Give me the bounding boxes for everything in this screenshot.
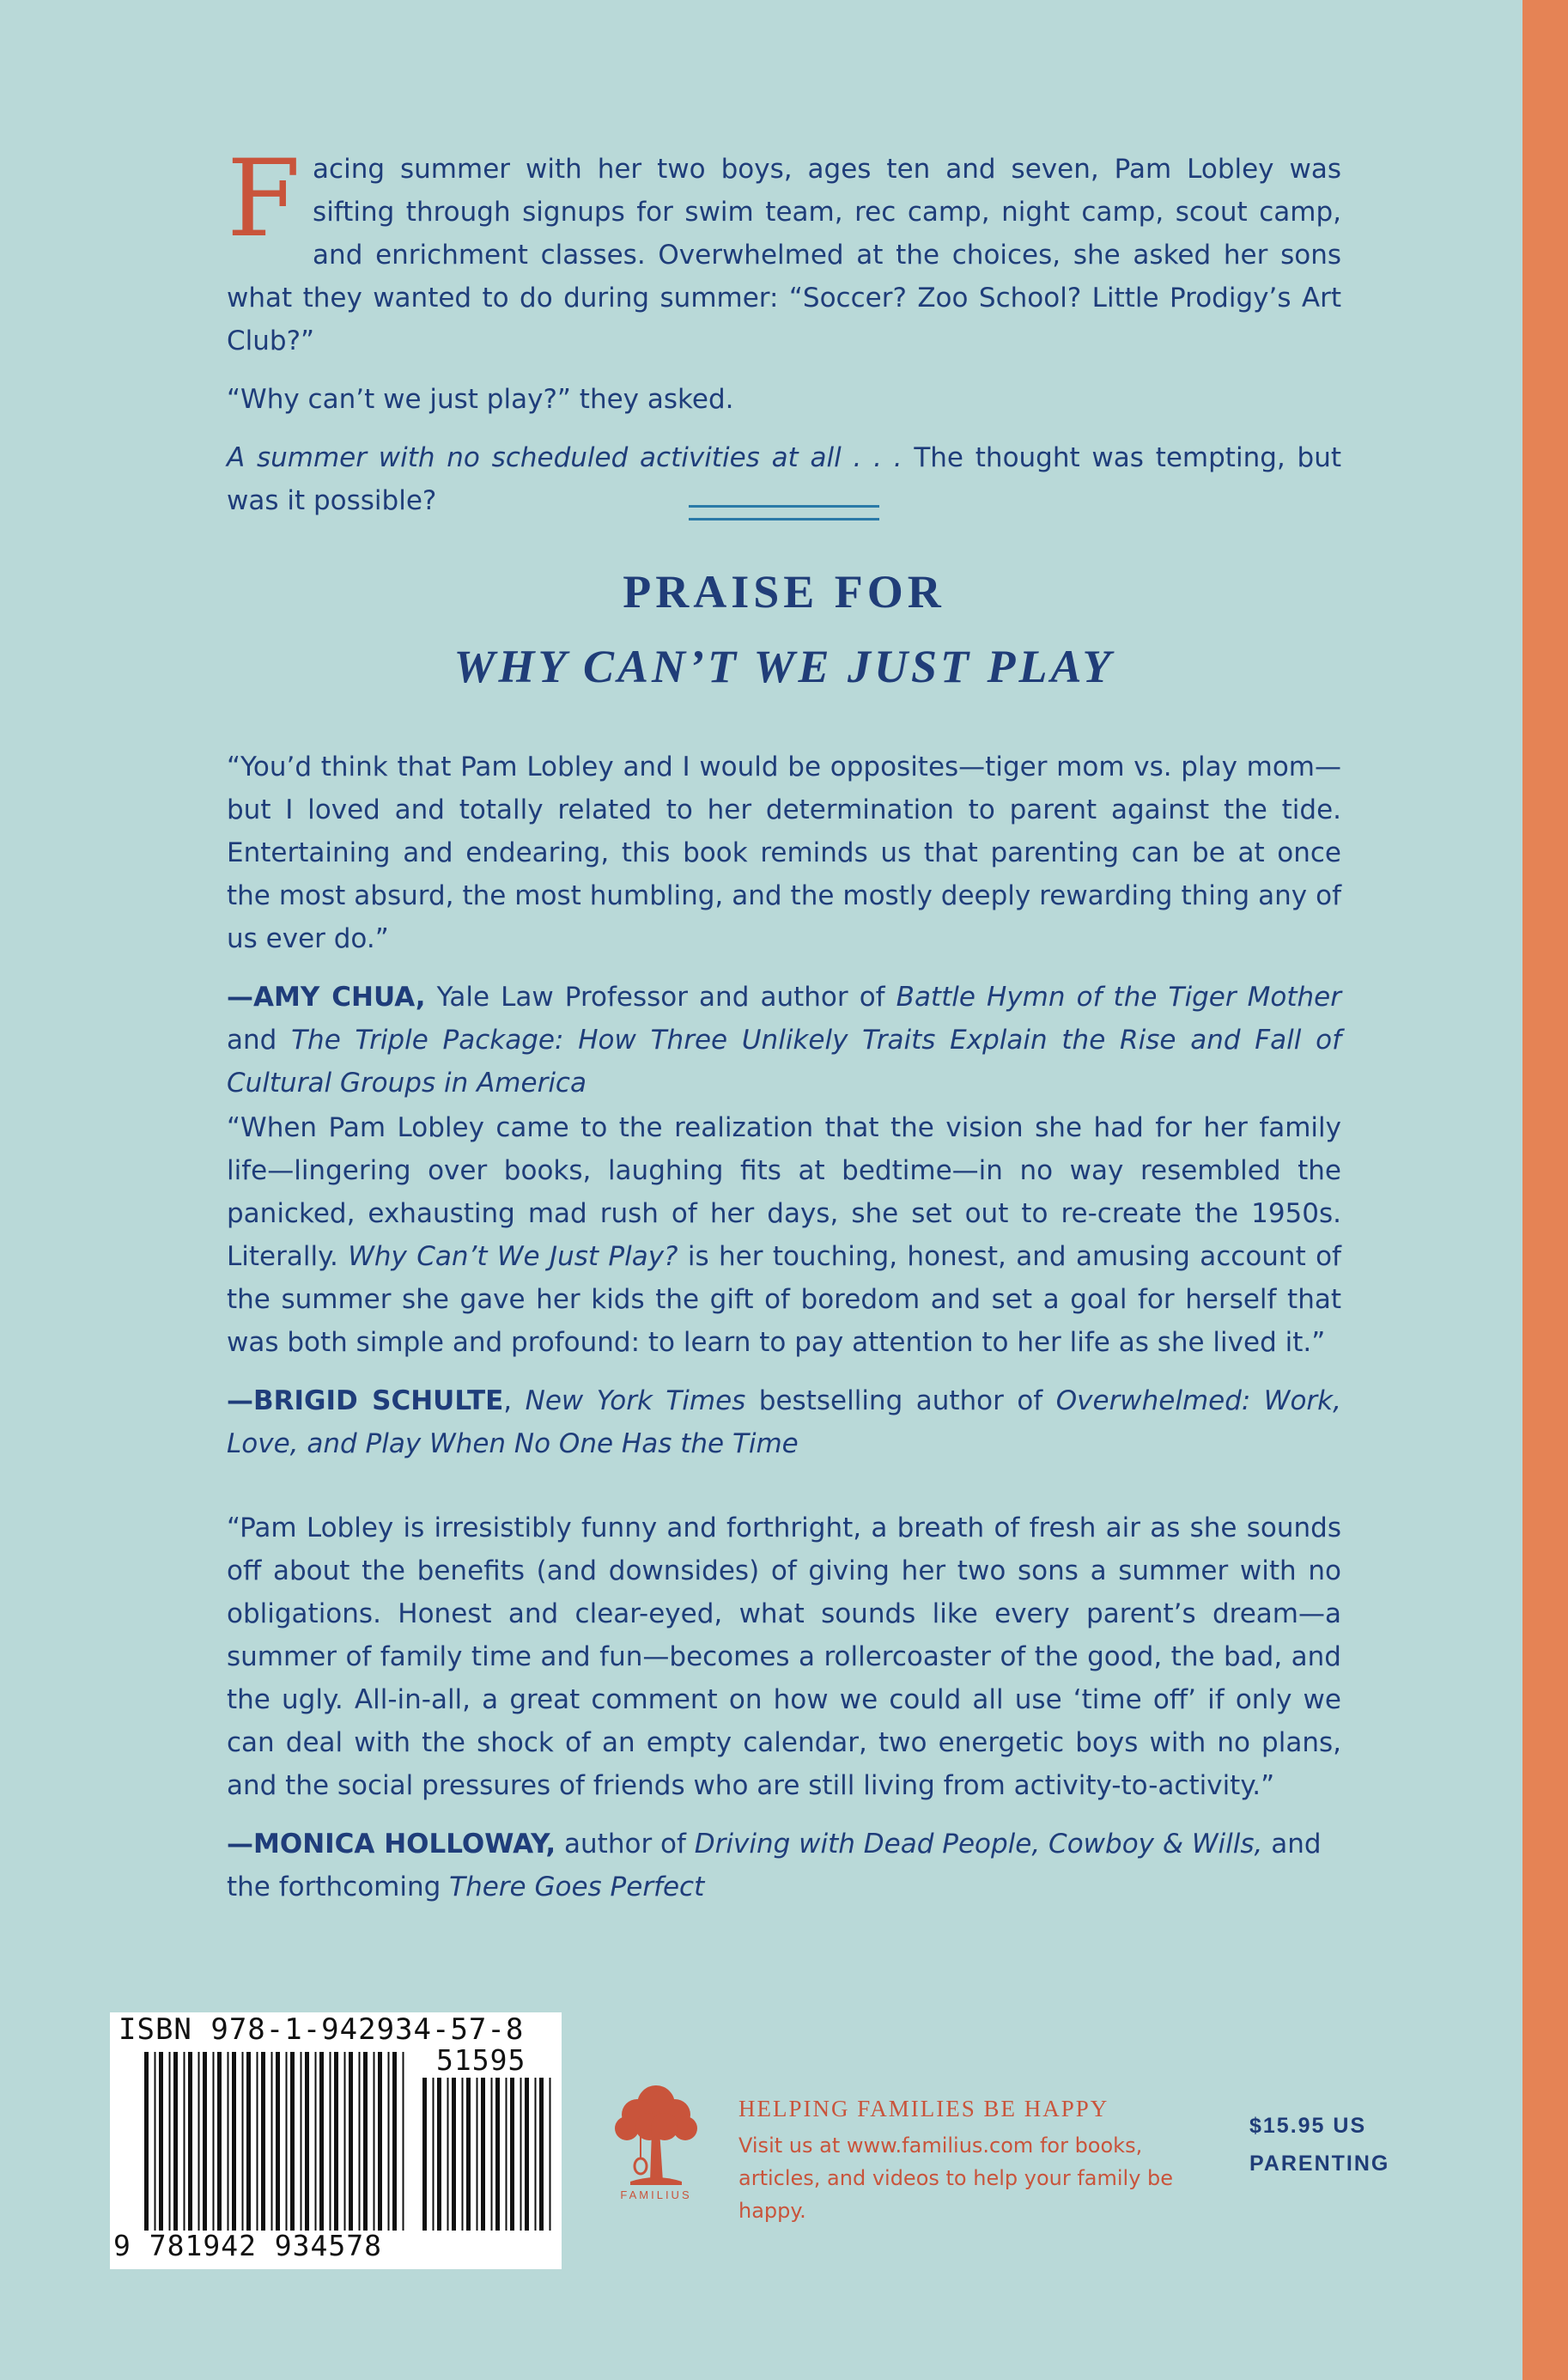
barcode-bar bbox=[477, 2078, 478, 2231]
barcode-bar bbox=[550, 2078, 551, 2231]
isbn-label: ISBN 978-1-942934-57-8 bbox=[119, 2012, 525, 2047]
barcode-bar bbox=[392, 2052, 397, 2231]
barcode-bar bbox=[257, 2052, 258, 2231]
divider-top-line bbox=[689, 505, 879, 508]
barcode-addon-bars bbox=[422, 2078, 553, 2231]
barcode-bar bbox=[246, 2052, 251, 2231]
barcode-bar bbox=[539, 2078, 544, 2231]
quote-text: “Pam Lobley is irresistibly funny and forthright, a breath of fresh air as she sounds off about the benefits (and downsides) of giving her two sons a summer with no obligations. Honest and clear-eyed, what sounds like every parent’s dream—a summer of family time and fun—becomes a rollercoaster of the good, the bad, and the ugly. All-in-all, a great comment on how we could all use ‘time off’ if only we can deal with the shock of an empty calendar, two energetic boys with no plans, and the social pressures of friends who are still living from activity-to-activity.” bbox=[227, 1513, 1341, 1801]
barcode-bar bbox=[481, 2078, 485, 2231]
barcode-bar bbox=[344, 2052, 346, 2231]
barcode-bar bbox=[315, 2052, 317, 2231]
price: $15.95 US bbox=[1249, 2114, 1367, 2138]
barcode-main-bars bbox=[144, 2052, 409, 2231]
barcode-bar bbox=[276, 2052, 280, 2231]
barcode-bar bbox=[155, 2052, 156, 2231]
barcode-bar bbox=[506, 2078, 507, 2231]
praise-book-title: WHY CAN’T WE JUST PLAY bbox=[453, 641, 1115, 692]
intro-paragraph-3: A summer with no scheduled activities at all . . . The thought was tempting, but was it possible? bbox=[227, 442, 1341, 516]
barcode-bar bbox=[144, 2052, 149, 2231]
barcode-bar bbox=[349, 2052, 353, 2231]
isbn-barcode bbox=[110, 2012, 562, 2269]
barcode-bar bbox=[261, 2052, 265, 2231]
barcode-bar bbox=[188, 2052, 192, 2231]
barcode-bar bbox=[184, 2052, 185, 2231]
barcode-bar bbox=[228, 2052, 229, 2231]
familius-tree-logo-icon bbox=[605, 2077, 708, 2206]
barcode-bar bbox=[203, 2052, 207, 2231]
barcode-bar bbox=[374, 2052, 375, 2231]
barcode-bar bbox=[388, 2052, 390, 2231]
barcode-bar bbox=[378, 2052, 382, 2231]
barcode-bar bbox=[447, 2078, 449, 2231]
price-block bbox=[1249, 2107, 1389, 2182]
barcode-bar bbox=[330, 2052, 331, 2231]
drop-cap: F bbox=[227, 137, 301, 261]
barcode-bar bbox=[301, 2052, 302, 2231]
barcode-bar bbox=[495, 2078, 500, 2231]
barcode-bar bbox=[520, 2078, 522, 2231]
quote-text: “When Pam Lobley came to the realization that the vision she had for her family life—lingering over books, laughing fits at bedtime—in no way resembled the panicked, exhausting mad rush of her days, she set out to re-create the 1950s. Literally. Why Can’t We Just Play? is her touching, honest, and amusing account of the summer she gave her kids the gift of boredom and set a goal for herself that was both simple and profound: to learn to pay attention to her life as she lived it.” bbox=[227, 1112, 1341, 1358]
quote-attribution: —AMY CHUA, Yale Law Professor and author of Battle Hymn of the Tiger Mother and The Triple Package: How Three Unlikely Traits Explain the Rise and Fall of Cultural Groups in America bbox=[227, 982, 1341, 1099]
quote-brigid-schulte bbox=[227, 1106, 1341, 1465]
divider-bottom-line bbox=[689, 518, 879, 520]
quote-attribution: —MONICA HOLLOWAY, author of Driving with Dead People, Cowboy & Wills, and the forthcoming There Goes Perfect bbox=[227, 1829, 1322, 1902]
barcode-bar bbox=[403, 2052, 404, 2231]
barcode-bar bbox=[159, 2052, 163, 2231]
barcode-bar bbox=[198, 2052, 200, 2231]
barcode-bar bbox=[173, 2052, 178, 2231]
category: PARENTING bbox=[1249, 2152, 1390, 2176]
barcode-bar bbox=[242, 2052, 244, 2231]
barcode-bar bbox=[452, 2078, 456, 2231]
barcode-bar bbox=[462, 2078, 464, 2231]
quote-monica-holloway bbox=[227, 1507, 1341, 1908]
barcode-bar bbox=[437, 2078, 441, 2231]
barcode-bar bbox=[305, 2052, 309, 2231]
barcode-bar bbox=[433, 2078, 435, 2231]
barcode-bar bbox=[491, 2078, 493, 2231]
barcode-bar bbox=[217, 2052, 222, 2231]
barcode-bar bbox=[286, 2052, 288, 2231]
barcode-bar bbox=[290, 2052, 295, 2231]
barcode-bar bbox=[510, 2078, 514, 2231]
barcode-bar bbox=[535, 2078, 537, 2231]
intro-paragraph-1: Facing summer with her two boys, ages ten and seven, Pam Lobley was sifting through signups for swim team, rec camp, night camp, scout camp, and enrichment classes. Overwhelmed at the choices, she asked her sons what they wanted to do during summer: “Soccer? Zoo School? Little Prodigy’s Art Club?” bbox=[227, 137, 1341, 356]
barcode-main-digits: 9 781942 934578 bbox=[113, 2229, 383, 2262]
barcode-bar bbox=[319, 2052, 324, 2231]
intro-paragraph-2: “Why can’t we just play?” they asked. bbox=[227, 384, 734, 415]
quote-amy-chua bbox=[227, 746, 1341, 1105]
quote-text: “You’d think that Pam Lobley and I would be opposites—tiger mom vs. play mom—but I loved and totally related to her determination to parent against the tide. Entertaining and endearing, this book reminds us that parenting can be at once the most absurd, the most humbling, and the mostly deeply rewarding thing any of us ever do.” bbox=[227, 752, 1341, 954]
barcode-bar bbox=[169, 2052, 171, 2231]
barcode-bar bbox=[232, 2052, 236, 2231]
publisher-tagline: HELPING FAMILIES BE HAPPY bbox=[738, 2096, 1109, 2121]
barcode-addon-digits: 51595 bbox=[436, 2043, 526, 2077]
barcode-bar bbox=[466, 2078, 471, 2231]
barcode-bar bbox=[334, 2052, 338, 2231]
barcode-bar bbox=[271, 2052, 273, 2231]
publisher-visit-text: Visit us at www.familius.com for books, articles, and videos to help your family be happy. bbox=[738, 2133, 1174, 2223]
barcode-bar bbox=[213, 2052, 215, 2231]
intro-text bbox=[227, 137, 1341, 522]
quote-attribution: —BRIGID SCHULTE, New York Times bestselling author of Overwhelmed: Work, Love, and Play When No One Has the Time bbox=[227, 1385, 1341, 1459]
spine-stripe bbox=[1522, 0, 1568, 2380]
barcode-bar bbox=[363, 2052, 368, 2231]
barcode-bar bbox=[359, 2052, 361, 2231]
familius-logo-text: FAMILIUS bbox=[620, 2188, 692, 2201]
praise-heading: PRAISE FOR bbox=[623, 566, 945, 618]
barcode-bar bbox=[525, 2078, 529, 2231]
barcode-bar bbox=[422, 2078, 427, 2231]
